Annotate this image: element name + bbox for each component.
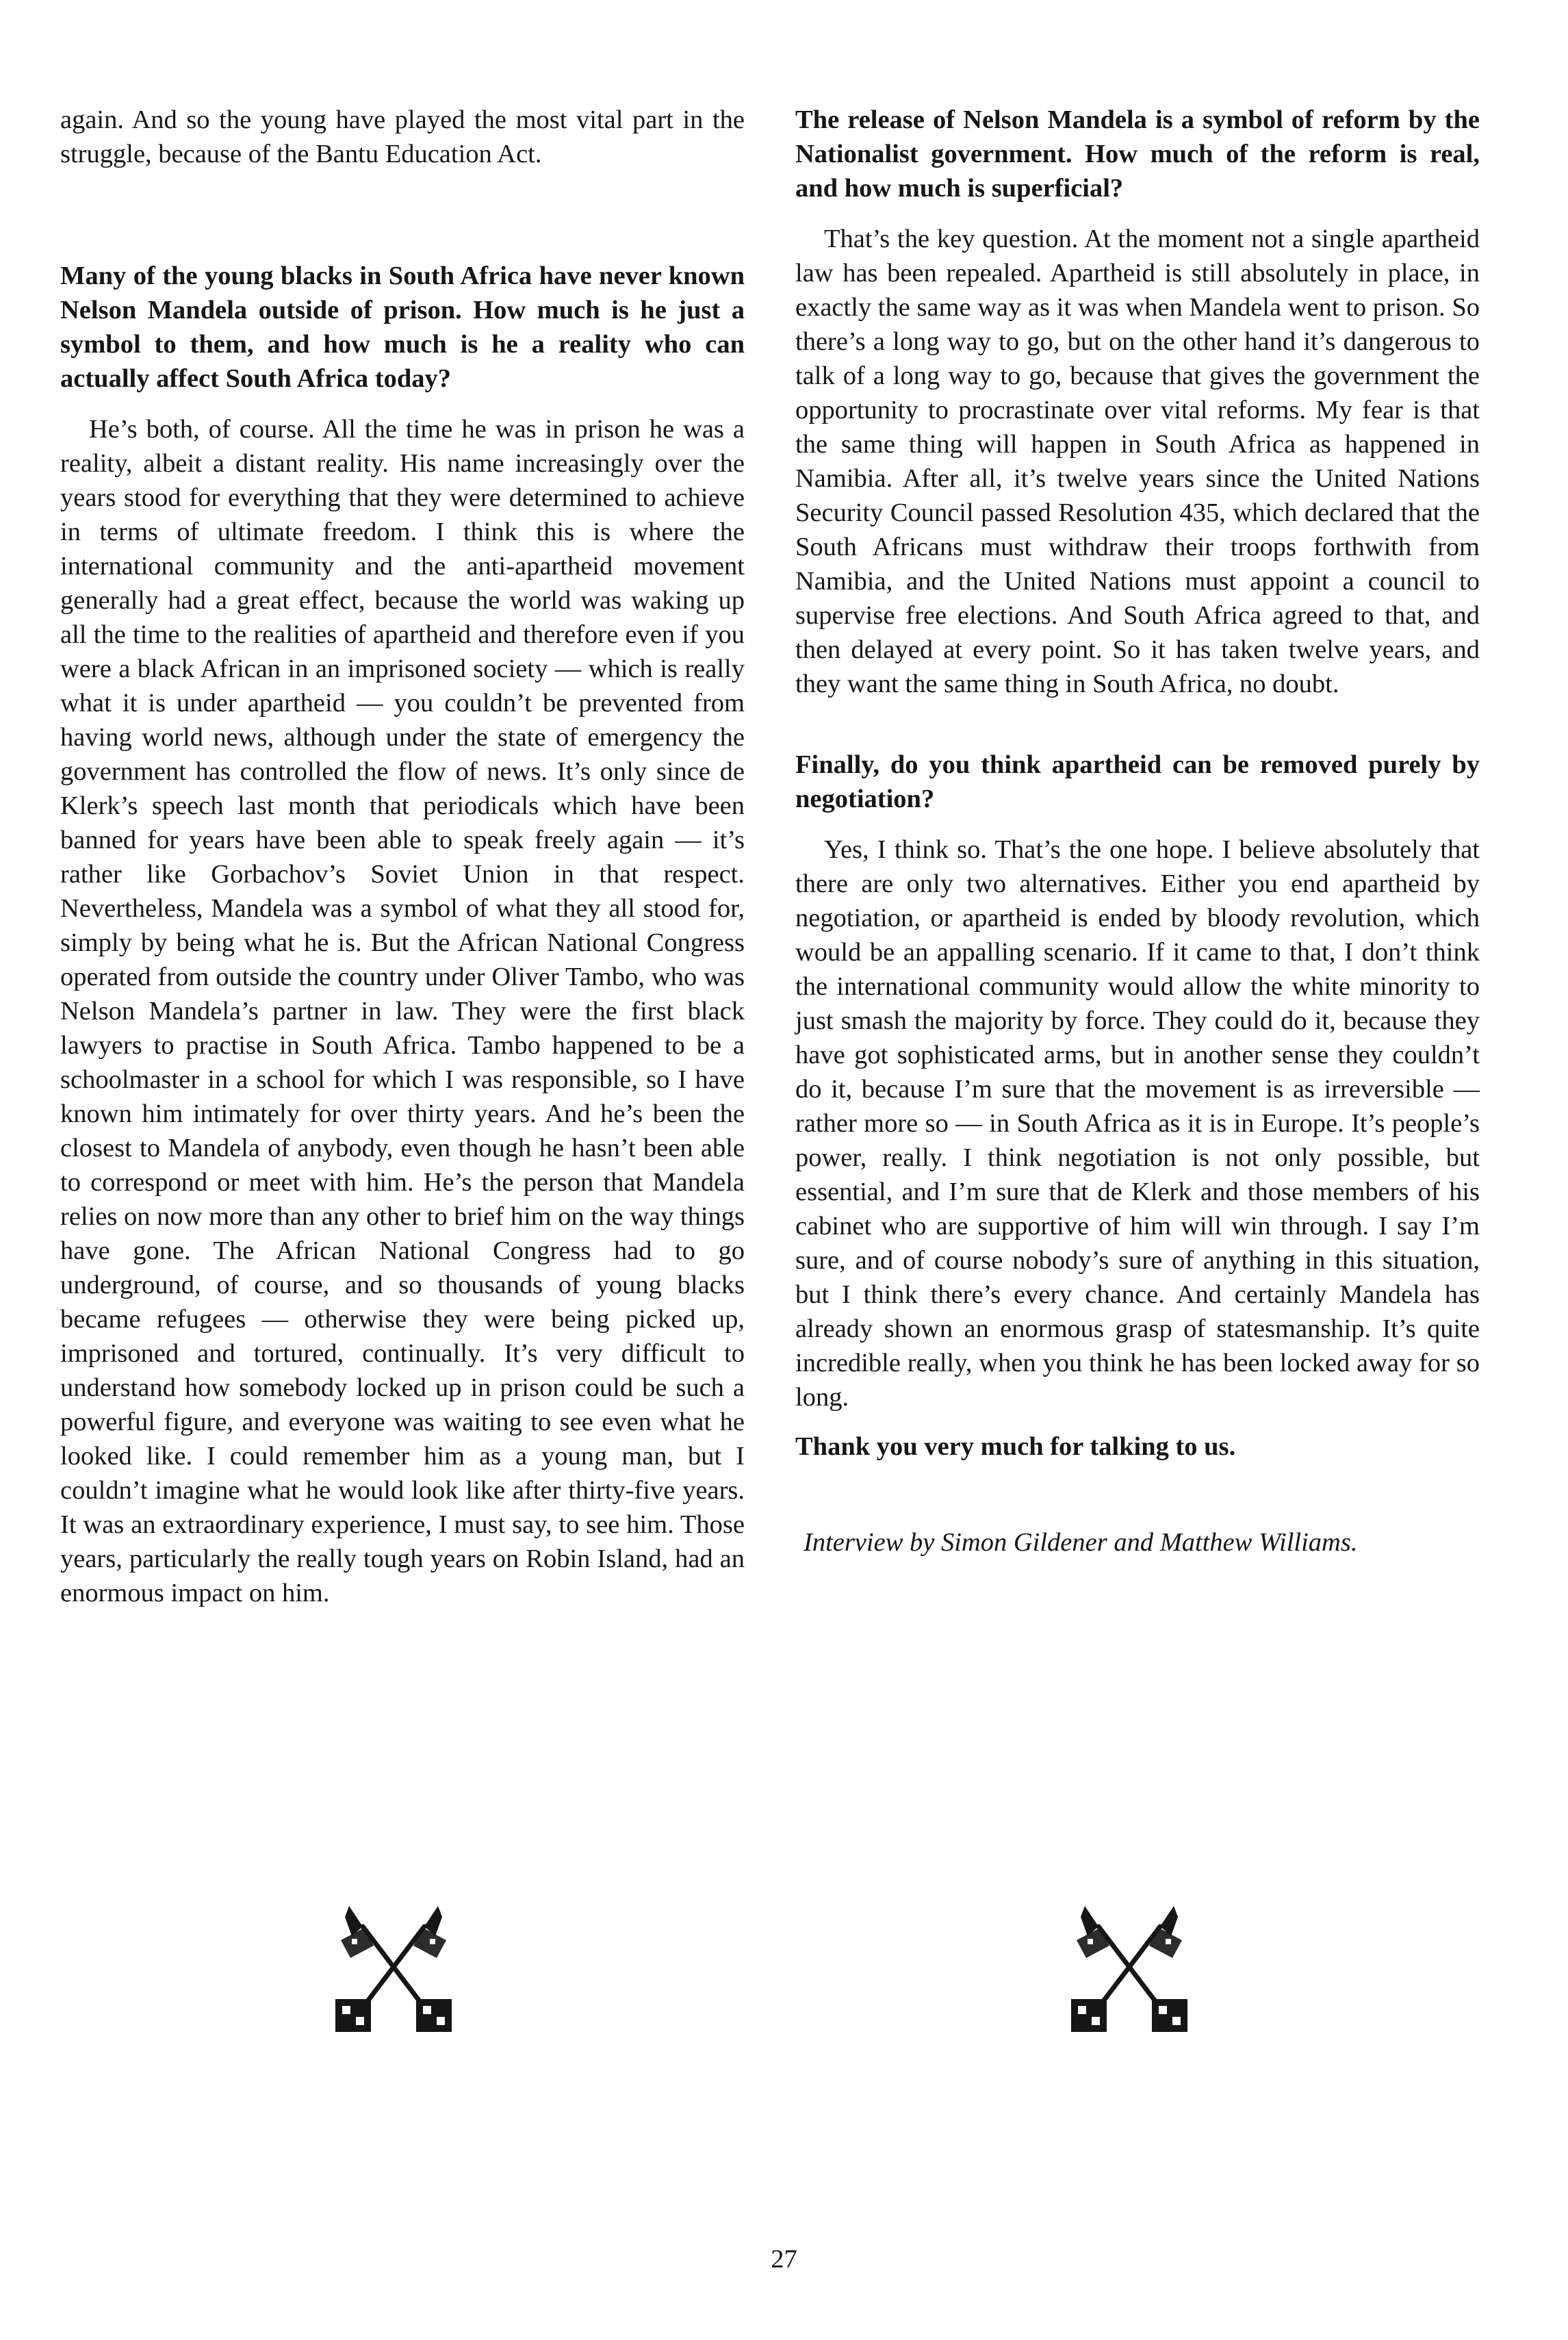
- answer-paragraph: Yes, I think so. That’s the one hope. I believe absolutely that there are only two alternatives. Either you end apartheid by negotiation, or apartheid is ended by bloody revolution, which would be an appalling scenario. If it came to that, I don’t think the international community would allow the white minority to just smash the majority by force. They could do it, because they have got sophisticated arms, but in another sense they couldn’t do it, because I’m sure that the movement is as irreversible — rather more so — in South Africa as it is in Europe. It’s people’s power, really. I think negotiation is not only possible, but essential, and I’m sure that de Klerk and those members of his cabinet who are supportive of him will win through. I say I’m sure, and of course nobody’s sure of anything in this situation, but I think there’s every chance. And certainly Mandela has already shown an enormous grasp of statesmanship. It’s quite incredible really, when you think he has been locked away for so long.: [795, 835, 1480, 1412]
- left-column: [60, 103, 745, 1610]
- crossed-keys-emblem-icon: [1057, 1896, 1201, 2040]
- question-heading: Many of the young blacks in South Africa have never known Nelson Mandela outside of prison. How much is he just a symbol to them, and how much is he a reality who can actually affect South Africa today?: [60, 262, 745, 393]
- question-heading: Finally, do you think apartheid can be removed purely by negotiation?: [795, 750, 1480, 813]
- right-column: [795, 103, 1480, 1560]
- closing-line: Thank you very much for talking to us.: [795, 1432, 1236, 1461]
- answer-paragraph: That’s the key question. At the moment not a single apartheid law has been repealed. Apartheid is still absolutely in place, in exactly the same way as it was when Mandela went to prison. So there’s a long way to go, but on the other hand it’s dangerous to talk of a long way to go, because that gives the government the opportunity to procrastinate over vital reforms. My fear is that the same thing will happen in South Africa as happened in Namibia. After all, it’s twelve years since the United Nations Security Council passed Resolution 435, which declared that the South Africans must withdraw their troops forthwith from Namibia, and the United Nations must appoint a council to supervise free elections. And South Africa agreed to that, and then delayed at every point. So it has taken twelve years, and they want the same thing in South Africa, no doubt.: [795, 225, 1480, 698]
- crossed-keys-emblem-icon: [322, 1896, 465, 2040]
- intro-paragraph: again. And so the young have played the most vital part in the struggle, because of the Bantu Education Act.: [60, 105, 745, 168]
- page-number: 27: [771, 2245, 797, 2274]
- interview-credit: Interview by Simon Gildener and Matthew Williams.: [804, 1528, 1358, 1557]
- question-heading: The release of Nelson Mandela is a symbol of reform by the Nationalist government. How much of the reform is real, and how much is superficial?: [795, 105, 1480, 203]
- answer-paragraph: He’s both, of course. All the time he was in prison he was a reality, albeit a distant reality. His name increasingly over the years stood for everything that they were determined to achieve in terms of ultimate freedom. I think this is where the international community and the anti-apartheid movement generally had a great effect, because the world was waking up all the time to the realities of apartheid and therefore even if you were a black African in an imprisoned society — which is really what it is under apartheid — you couldn’t be prevented from having world news, although under the state of emergency the government has controlled the flow of news. It’s only since de Klerk’s speech last month that periodicals which have been banned for years have been able to speak freely again — it’s rather like Gorbachov’s Soviet Union in that respect. Nevertheless, Mandela was a symbol of what they all stood for, simply by being what he is. But the African National Congress operated from outside the country under Oliver Tambo, who was Nelson Mandela’s partner in law. They were the first black lawyers to practise in South Africa. Tambo happened to be a schoolmaster in a school for which I was responsible, so I have known him intimately for over thirty years. And he’s been the closest to Mandela of anybody, even though he hasn’t been able to correspond or meet with him. He’s the person that Mandela relies on now more than any other to brief him on the way things have gone. The African National Congress had to go underground, of course, and so thousands of young blacks became refugees — otherwise they were being picked up, imprisoned and tortured, continually. It’s very difficult to understand how somebody locked up in prison could be such a powerful figure, and everyone was waiting to see even what he looked like. I could remember him as a young man, but I couldn’t imagine what he would look like after thirty-five years. It was an extraordinary experience, I must say, to see him. Those years, particularly the really tough years on Robin Island, had an enormous impact on him.: [60, 415, 745, 1607]
